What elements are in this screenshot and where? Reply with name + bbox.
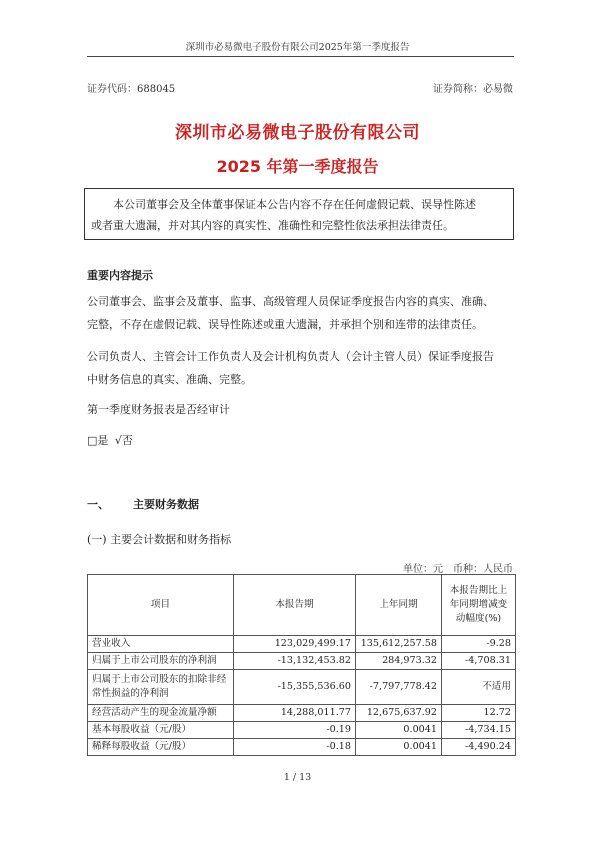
- row-change: 不适用: [442, 670, 516, 705]
- page-number: 1 / 13: [283, 772, 312, 783]
- audit-question: [87, 398, 517, 421]
- row-current: 14,288,011.77: [234, 705, 356, 722]
- row-item: 稀释每股收益（元/股）: [88, 739, 234, 756]
- header-change: 本报告期比上年同期增减变动幅度(%): [442, 575, 516, 636]
- header-rule: [87, 56, 514, 57]
- financial-data-table: [87, 574, 516, 756]
- header-item: 项目: [88, 575, 234, 636]
- notice-paragraph-2-line-1: 公司负责人、主管会计工作负责人及会计机构负责人（会计主管人员）保证季度报告: [87, 350, 494, 363]
- disclaimer-line-1: 本公司董事会及全体董事保证本公告内容不存在任何虚假记载、误导性陈述: [113, 198, 476, 211]
- section-1-heading: [87, 496, 199, 512]
- disclaimer-line-2: 或者重大遗漏，并对其内容的真实性、准确性和完整性依法承担法律责任。: [91, 219, 454, 232]
- header-current-period: 本报告期: [234, 575, 356, 636]
- row-current: -0.18: [234, 739, 356, 756]
- table-row: [88, 739, 516, 756]
- running-header: 深圳市必易微电子股份有限公司2025年第一季度报告: [185, 42, 410, 53]
- audit-yes-checkbox: □是: [87, 434, 109, 447]
- row-prior: -7,797,778.42: [356, 670, 442, 705]
- table-row: [88, 722, 516, 739]
- row-item: 经营活动产生的现金流量净额: [88, 705, 234, 722]
- table-header-row: [88, 575, 516, 636]
- row-prior: 12,675,637.92: [356, 705, 442, 722]
- row-change: -4,734.15: [442, 722, 516, 739]
- row-item: 归属于上市公司股东的净利润: [88, 653, 234, 670]
- stock-code: 证券代码：688045: [87, 84, 176, 95]
- subsection-1-heading: (一) 主要会计数据和财务指标: [87, 533, 232, 546]
- row-current: -15,355,536.60: [234, 670, 356, 705]
- row-current: 123,029,499.17: [234, 636, 356, 653]
- row-item: 归属于上市公司股东的扣除非经常性损益的净利润: [88, 670, 234, 705]
- table-row: [88, 670, 516, 705]
- notice-paragraph-1-line-1: 公司董事会、监事会及董事、监事、高级管理人员保证季度报告内容的真实、准确、: [87, 295, 494, 308]
- header-prior-period: 上年同期: [356, 575, 442, 636]
- notice-paragraph-2-line-2: 中财务信息的真实、准确、完整。: [87, 373, 252, 386]
- audit-question-text: 第一季度财务报表是否经审计: [87, 403, 230, 416]
- row-change: 12.72: [442, 705, 516, 722]
- section-1-number: 一、: [87, 498, 109, 511]
- notice-paragraph-1-line-2: 完整，不存在虚假记载、误导性陈述或重大遗漏，并承担个别和连带的法律责任。: [87, 318, 483, 331]
- notice-paragraph-2: [87, 345, 517, 391]
- row-current: -13,132,453.82: [234, 653, 356, 670]
- audit-no-checkbox: √否: [114, 434, 133, 447]
- row-change: -9.28: [442, 636, 516, 653]
- row-change: -4,708.31: [442, 653, 516, 670]
- important-notice-heading: 重要内容提示: [87, 269, 153, 282]
- section-1-title: 主要财务数据: [133, 498, 199, 511]
- table-row: [88, 636, 516, 653]
- unit-currency-line: 单位：元 币种：人民币: [403, 564, 513, 575]
- audit-options: [87, 432, 136, 448]
- company-title: 深圳市必易微电子股份有限公司: [175, 123, 420, 143]
- row-current: -0.19: [234, 722, 356, 739]
- notice-paragraph-1: [87, 290, 517, 336]
- row-prior: 135,612,257.58: [356, 636, 442, 653]
- row-item: 营业收入: [88, 636, 234, 653]
- row-change: -4,490.24: [442, 739, 516, 756]
- row-item: 基本每股收益（元/股）: [88, 722, 234, 739]
- table-row: [88, 705, 516, 722]
- disclaimer-box: [84, 188, 514, 240]
- report-title: 2025 年第一季度报告: [216, 157, 379, 176]
- stock-abbreviation: 证券简称：必易微: [433, 84, 513, 95]
- table-row: [88, 653, 516, 670]
- row-prior: 284,973.32: [356, 653, 442, 670]
- row-prior: 0.0041: [356, 722, 442, 739]
- row-prior: 0.0041: [356, 739, 442, 756]
